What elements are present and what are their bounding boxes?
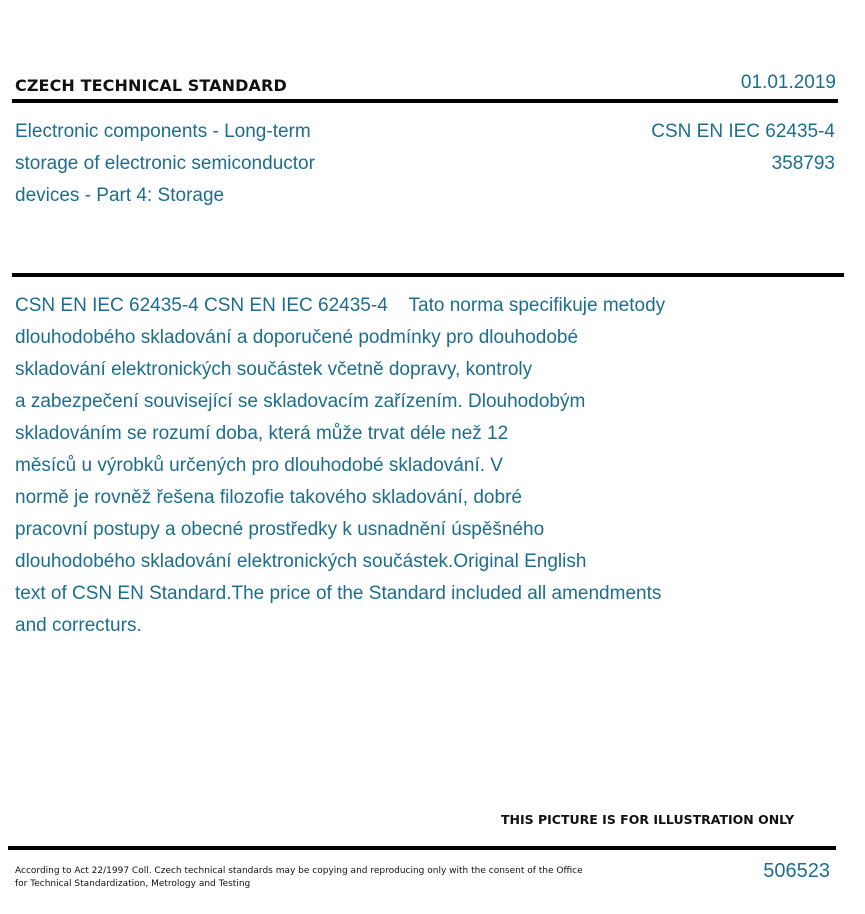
standard-title xyxy=(15,116,375,212)
standard-code: CSN EN IEC 62435-4 xyxy=(651,121,835,142)
legal-note-line: for Technical Standardization, Metrology and Testing xyxy=(15,879,251,889)
title-line: Electronic components - Long-term xyxy=(15,121,311,142)
description-line: dlouhodobého skladování a doporučené podmínky pro dlouhodobé xyxy=(15,327,579,348)
description-line: a zabezpečení související se skladovacím zařízením. Dlouhodobým xyxy=(15,391,586,412)
class-number: 358793 xyxy=(771,153,835,174)
top-divider xyxy=(12,99,838,103)
description-line: pracovní postupy a obecné prostředky k usnadnění úspěšného xyxy=(15,519,545,540)
illustration-disclaimer: THIS PICTURE IS FOR ILLUSTRATION ONLY xyxy=(501,812,795,827)
description-line: text of CSN EN Standard.The price of the Standard included all amendments xyxy=(15,583,662,604)
standard-type-label: CZECH TECHNICAL STANDARD xyxy=(15,76,287,95)
description-line: skladováním se rozumí doba, která může trvat déle než 12 xyxy=(15,423,509,444)
legal-note-line: According to Act 22/1997 Coll. Czech technical standards may be copying and reproducing only with the consent of the Office xyxy=(15,866,583,876)
legal-notice xyxy=(15,865,585,891)
standard-identifiers xyxy=(651,116,835,180)
bottom-divider xyxy=(8,846,836,850)
document-number: 506523 xyxy=(763,860,830,882)
description-line: normě je rovněž řešena filozofie takového skladování, dobré xyxy=(15,487,522,508)
title-line: devices - Part 4: Storage xyxy=(15,185,225,206)
middle-divider xyxy=(12,273,844,277)
description-line: and correcturs. xyxy=(15,615,142,636)
standard-description xyxy=(15,290,755,642)
description-line: skladování elektronických součástek včetně dopravy, kontroly xyxy=(15,359,533,380)
description-line: dlouhodobého skladování elektronických součástek.Original English xyxy=(15,551,587,572)
publication-date: 01.01.2019 xyxy=(740,72,836,93)
description-line: CSN EN IEC 62435-4 CSN EN IEC 62435-4 Tato norma specifikuje metody xyxy=(15,295,666,316)
description-line: měsíců u výrobků určených pro dlouhodobé skladování. V xyxy=(15,455,503,476)
title-line: storage of electronic semiconductor xyxy=(15,153,315,174)
